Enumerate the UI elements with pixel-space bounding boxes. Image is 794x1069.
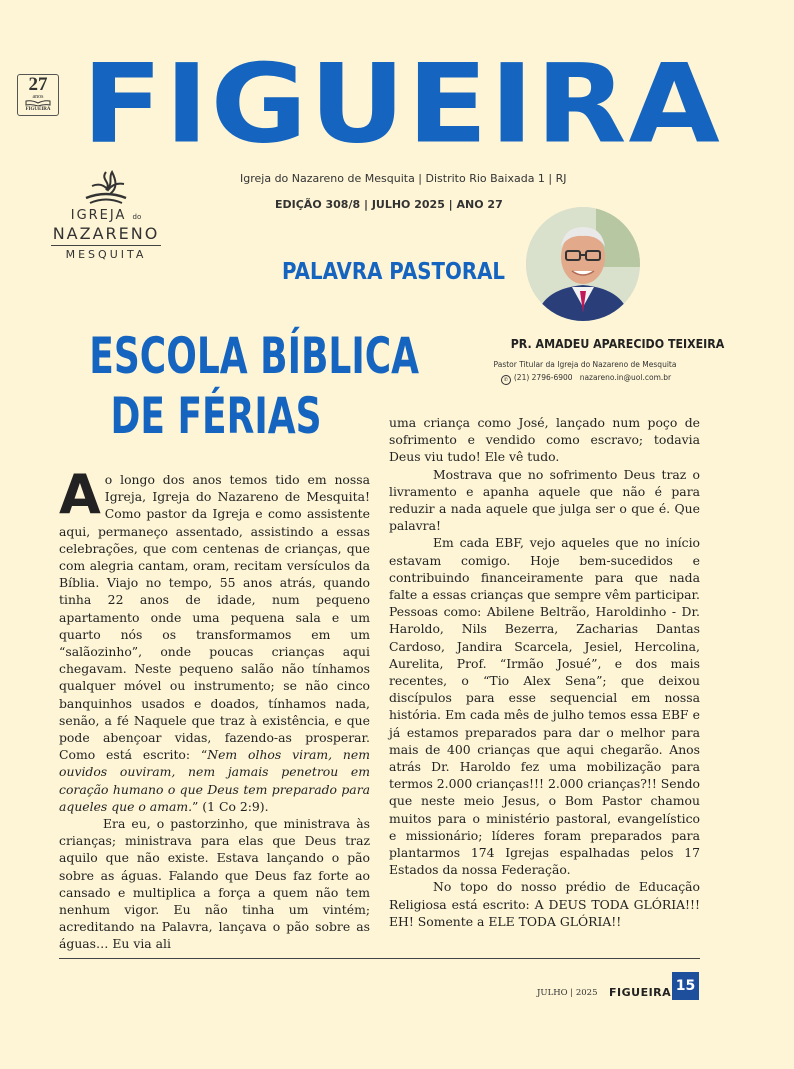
article-column-1 xyxy=(59,463,370,953)
edition-info: EDIÇÃO 308/8 | JULHO 2025 | ANO 27 xyxy=(275,198,503,211)
church-logo xyxy=(46,168,166,262)
logo-divider xyxy=(51,245,161,246)
pastor-portrait-image xyxy=(526,207,640,321)
paragraph-3: uma criança como José, lançado num poço de sofrimento e vendido como escravo; todavia Deus viu tudo! Ele vê tudo. xyxy=(389,415,700,465)
badge-label: anos xyxy=(32,94,44,100)
logo-line-nazareno: NAZARENO xyxy=(52,224,160,243)
pastor-photo xyxy=(526,207,640,321)
pastor-name: PR. AMADEU APARECIDO TEIXEIRA xyxy=(510,337,725,351)
whatsapp-icon: ✆ xyxy=(501,375,511,385)
scripture-quote: Nem olhos viram, nem ouvidos ouviram, nem jamais penetrou em coração humano o que Deus tem preparado para aqueles que o amam. xyxy=(59,747,370,814)
paragraph-6: No topo do nosso prédio de Educação Religiosa está escrito: A DEUS TODA GLÓRIA!!! EH! Somente a ELE TODA GLÓRIA!! xyxy=(389,879,700,929)
flame-dove-icon xyxy=(78,168,134,208)
section-title: PALAVRA PASTORAL xyxy=(282,259,505,285)
drop-cap: A xyxy=(59,463,101,526)
header-subline: Igreja do Nazareno de Mesquita | Distrito Rio Baixada 1 | RJ xyxy=(240,172,567,185)
headline-line-1: ESCOLA BÍBLICA xyxy=(89,327,420,385)
pastor-phone: (21) 2796-6900 xyxy=(513,373,573,382)
badge-brand: FIGUEIRA xyxy=(25,107,51,112)
badge-number: 27 xyxy=(28,74,48,95)
pastor-contact xyxy=(496,373,676,385)
article-column-2 xyxy=(389,414,700,930)
footer-brand: FIGUEIRA xyxy=(609,986,672,999)
paragraph-1: Ao longo dos anos temos tido em nossa Igreja, Igreja do Nazareno de Mesquita! Como pastor da Igreja e como assistente aqui, permaneço assentado, assistindo a essas celebrações, que com centenas de crianças, que com alegria cantam, oram, recitam versículos da Bíblia. Viajo no tempo, 55 anos atrás, quando tinha 22 anos de idade, num pequeno apartamento onde uma pequena sala e um quarto nós os transformamos em um “salãozinho”, onde poucas crianças aqui chegavam. Neste pequeno salão não tínhamos qualquer móvel ou instrumento; se não cinco banquinhos usados e doados, tínhamos nada, senão, a fé Naquele que traz à existência, e que pode abençoar vidas, fazendo-as prosperar. Como está escrito: “Nem olhos viram, nem ouvidos ouviram, nem jamais penetrou em coração humano o que Deus tem preparado para aqueles que o amam.” (1 Co 2:9). xyxy=(59,463,370,814)
footer-date: JULHO | 2025 xyxy=(537,988,598,998)
paragraph-2: Era eu, o pastorzinho, que ministrava às crianças; ministrava para elas que Deus traz aquilo que não existe. Estava lançando o pão sobre as águas. Falando que Deus faz forte ao cansado e multiplica a força a quem não tem nenhum vigor. Eu não tinha um vintém; acreditando na Palavra, lançava o pão sobre as águas… Eu via ali xyxy=(59,816,370,952)
paragraph-4: Mostrava que no sofrimento Deus traz o livramento e apanha aquele que não é para reduzir a nada aquele que julga ser o que é. Que palavra! xyxy=(389,466,700,534)
anniversary-badge xyxy=(17,74,59,116)
footer-divider xyxy=(59,958,700,959)
logo-line-mesquita: MESQUITA xyxy=(65,248,147,261)
article-headline xyxy=(40,326,420,446)
paragraph-5: Em cada EBF, vejo aqueles que no início estavam comigo. Hoje bem-sucedidos e contribuindo financeiramente para que nada falte a essas crianças que sempre vêm participar. Pessoas como: Abilene Beltrão, Haroldinho - Dr. Haroldo, Nils Bezerra, Zacharias Dantas Cardoso, Jandira Scarcela, Jesiel, Hercolina, Aurelita, Prof. “Irmão Josué”, e dos mais recentes, o “Tio Alex Sena”; que deixou discípulos para esse sequencial em nossa história. Em cada mês de julho temos essa EBF e já estamos preparados para dar o melhor para mais de 400 crianças que aqui chegarão. Anos atrás Dr. Haroldo fez uma mobilização para termos 2.000 crianças!!! 2.000 crianças?!! Sendo que neste meio Jesus, o Bom Pastor chamou muitos para o ministério pastoral, evangelístico e missionário; líderes foram preparados para plantarmos 174 Igrejas espalhadas pelos 17 Estados da nossa Federação. xyxy=(389,535,700,878)
page-number: 15 xyxy=(672,972,699,1000)
masthead-title: FIGUEIRA xyxy=(82,40,722,168)
logo-line-igreja: IGREJA do xyxy=(70,208,142,223)
logo-line-do: do xyxy=(132,213,142,221)
pastor-role: Pastor Titular da Igreja do Nazareno de Mesquita xyxy=(493,360,677,369)
pastor-email[interactable]: nazareno.in@uol.com.br xyxy=(579,373,672,382)
headline-line-2: DE FÉRIAS xyxy=(110,387,322,445)
